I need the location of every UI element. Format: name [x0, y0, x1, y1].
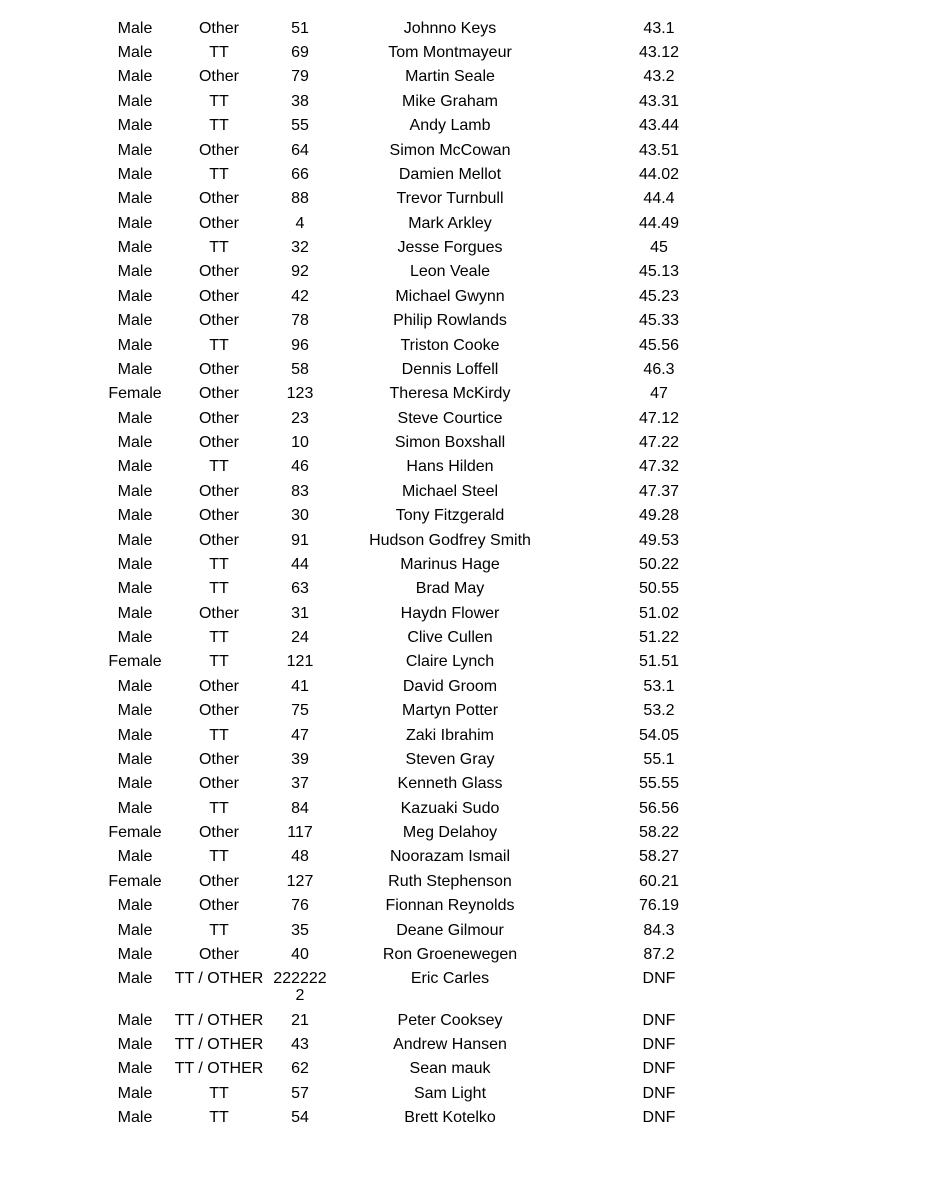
table-row: [100, 674, 750, 698]
cell-category: Other: [198, 263, 239, 281]
cell-time: 60.21: [638, 872, 680, 890]
cell-category: Other: [198, 507, 239, 525]
cell-name: Simon Boxshall: [394, 434, 506, 452]
table-row: [100, 625, 750, 649]
cell-race-number: 66: [291, 165, 309, 183]
cell-race-number: 24: [291, 629, 309, 647]
table-row: [100, 284, 750, 308]
cell-race-number: 10: [291, 434, 309, 452]
cell-category: TT: [209, 458, 229, 476]
cell-time: 51.22: [638, 629, 680, 647]
table-row: [100, 65, 750, 89]
cell-race-number: 58: [291, 360, 309, 378]
cell-name: Sam Light: [413, 1084, 487, 1102]
cell-race-number: 21: [291, 1011, 309, 1029]
cell-race-number: 75: [291, 702, 309, 720]
table-row: [100, 114, 750, 138]
cell-name: Michael Steel: [401, 482, 499, 500]
cell-category: Other: [198, 872, 239, 890]
cell-name: Andrew Hansen: [393, 1036, 507, 1054]
cell-category: TT: [209, 629, 229, 647]
cell-category: Other: [198, 824, 239, 842]
cell-name: Clive Cullen: [407, 629, 493, 647]
cell-category: Other: [198, 312, 239, 330]
cell-race-number: 123: [286, 385, 314, 403]
cell-gender: Male: [117, 507, 153, 525]
cell-name: Brett Kotelko: [404, 1109, 496, 1127]
cell-time: 47.37: [638, 482, 680, 500]
cell-category: Other: [198, 287, 239, 305]
cell-name: Eric Carles: [410, 970, 490, 988]
cell-category: Other: [198, 190, 239, 208]
cell-name: Noorazam Ismail: [389, 848, 511, 866]
cell-category: TT / OTHER: [174, 1036, 264, 1054]
cell-gender: Male: [117, 68, 153, 86]
table-row: [100, 382, 750, 406]
table-row: [100, 16, 750, 40]
cell-name: Steven Gray: [405, 750, 495, 768]
cell-race-number: 35: [291, 921, 309, 939]
cell-gender: Male: [117, 726, 153, 744]
cell-category: Other: [198, 482, 239, 500]
cell-time: 47.12: [638, 409, 680, 427]
cell-race-number: 64: [291, 141, 309, 159]
cell-gender: Male: [117, 1084, 153, 1102]
cell-name: Haydn Flower: [400, 604, 500, 622]
table-row: [100, 406, 750, 430]
cell-name: Trevor Turnbull: [396, 190, 504, 208]
cell-name: Martyn Potter: [401, 702, 499, 720]
cell-race-number: 42: [291, 287, 309, 305]
cell-time: 53.1: [643, 677, 675, 695]
cell-gender: Male: [117, 1036, 153, 1054]
cell-gender: Female: [108, 385, 162, 403]
cell-time: 58.27: [638, 848, 680, 866]
table-row: [100, 333, 750, 357]
cell-name: Ron Groenewegen: [382, 945, 518, 963]
cell-time: 55.55: [638, 775, 680, 793]
cell-race-number: 55: [291, 117, 309, 135]
cell-gender: Male: [117, 604, 153, 622]
cell-race-number: 47: [291, 726, 309, 744]
cell-name: Zaki Ibrahim: [405, 726, 495, 744]
cell-gender: Male: [117, 263, 153, 281]
cell-time: 44.49: [638, 214, 680, 232]
cell-name: Tony Fitzgerald: [395, 507, 505, 525]
table-row: [100, 796, 750, 820]
cell-time: 43.12: [638, 44, 680, 62]
cell-category: TT: [209, 1084, 229, 1102]
cell-race-number: 84: [291, 799, 309, 817]
cell-gender: Male: [117, 44, 153, 62]
cell-time: 76.19: [638, 897, 680, 915]
cell-race-number: 44: [291, 555, 309, 573]
cell-gender: Male: [117, 750, 153, 768]
cell-gender: Male: [117, 897, 153, 915]
table-row: [100, 1032, 750, 1056]
cell-category: TT: [209, 653, 229, 671]
cell-name: Hudson Godfrey Smith: [369, 531, 531, 549]
cell-gender: Male: [117, 531, 153, 549]
cell-gender: Male: [117, 580, 153, 598]
cell-time: 45.33: [638, 312, 680, 330]
cell-race-number: 46: [291, 458, 309, 476]
table-row: [100, 162, 750, 186]
cell-race-number: 40: [291, 945, 309, 963]
cell-race-number: 39: [291, 750, 309, 768]
cell-race-number: 117: [287, 824, 313, 842]
cell-gender: Male: [117, 970, 153, 988]
cell-name: Deane Gilmour: [396, 921, 504, 939]
cell-name: Johnno Keys: [403, 19, 497, 37]
cell-gender: Male: [117, 775, 153, 793]
cell-time: DNF: [642, 1011, 676, 1029]
results-table-body: [100, 16, 750, 1130]
cell-time: 45.56: [638, 336, 680, 354]
cell-name: Claire Lynch: [405, 653, 495, 671]
cell-name: Fionnan Reynolds: [385, 897, 515, 915]
cell-name: Peter Cooksey: [397, 1011, 503, 1029]
cell-category: TT: [209, 44, 229, 62]
cell-category: TT: [209, 117, 229, 135]
cell-time: 47.22: [638, 434, 680, 452]
cell-gender: Male: [117, 360, 153, 378]
cell-time: DNF: [642, 970, 676, 988]
cell-category: Other: [198, 385, 239, 403]
cell-gender: Male: [117, 799, 153, 817]
cell-gender: Male: [117, 214, 153, 232]
cell-name: Steve Courtice: [397, 409, 503, 427]
cell-race-number: 51: [291, 19, 309, 37]
cell-gender: Male: [117, 312, 153, 330]
table-row: [100, 918, 750, 942]
cell-name: Philip Rowlands: [393, 312, 507, 330]
cell-category: Other: [198, 677, 239, 695]
cell-race-number: 69: [291, 44, 309, 62]
cell-time: 43.2: [643, 68, 675, 86]
table-row: [100, 1057, 750, 1081]
table-row: [100, 699, 750, 723]
table-row: [100, 967, 750, 1008]
cell-race-number: 79: [291, 68, 309, 86]
cell-race-number: 96: [291, 336, 309, 354]
table-row: [100, 942, 750, 966]
cell-race-number: 4: [295, 214, 305, 232]
cell-gender: Male: [117, 190, 153, 208]
cell-category: Other: [198, 360, 239, 378]
cell-category: TT: [209, 799, 229, 817]
cell-time: 43.1: [643, 19, 675, 37]
cell-name: Leon Veale: [409, 263, 491, 281]
table-row: [100, 187, 750, 211]
cell-category: TT: [209, 580, 229, 598]
cell-gender: Male: [117, 239, 153, 257]
cell-race-number: 41: [291, 677, 309, 695]
cell-name: Brad May: [415, 580, 485, 598]
cell-category: TT: [209, 848, 229, 866]
table-row: [100, 577, 750, 601]
cell-race-number: 88: [291, 190, 309, 208]
cell-gender: Male: [117, 555, 153, 573]
cell-name: Damien Mellot: [398, 165, 502, 183]
cell-time: 46.3: [643, 360, 675, 378]
cell-category: Other: [198, 214, 239, 232]
cell-category: Other: [198, 702, 239, 720]
cell-time: 50.22: [638, 555, 680, 573]
cell-name: Kenneth Glass: [397, 775, 503, 793]
cell-name: Michael Gwynn: [395, 287, 505, 305]
cell-race-number: 127: [286, 872, 314, 890]
cell-gender: Male: [117, 945, 153, 963]
cell-time: DNF: [642, 1109, 676, 1127]
cell-gender: Male: [117, 117, 153, 135]
cell-category: TT: [209, 921, 229, 939]
cell-gender: Male: [117, 629, 153, 647]
cell-name: Theresa McKirdy: [389, 385, 511, 403]
cell-category: Other: [198, 604, 239, 622]
cell-race-number: 48: [291, 848, 309, 866]
cell-race-number: 92: [291, 263, 309, 281]
cell-category: TT: [209, 336, 229, 354]
cell-gender: Male: [117, 92, 153, 110]
cell-gender: Male: [117, 458, 153, 476]
table-row: [100, 260, 750, 284]
cell-time: 54.05: [638, 726, 680, 744]
cell-category: Other: [198, 19, 239, 37]
cell-name: Marinus Hage: [400, 555, 500, 573]
cell-race-number: 91: [291, 531, 309, 549]
cell-gender: Male: [117, 19, 153, 37]
cell-gender: Female: [108, 824, 162, 842]
cell-category: TT / OTHER: [174, 1011, 264, 1029]
cell-gender: Male: [117, 409, 153, 427]
table-row: [100, 211, 750, 235]
table-row: [100, 357, 750, 381]
cell-time: 45.23: [638, 287, 680, 305]
cell-race-number: 43: [291, 1036, 309, 1054]
cell-race-number: 23: [291, 409, 309, 427]
table-row: [100, 650, 750, 674]
cell-gender: Male: [117, 141, 153, 159]
cell-gender: Male: [117, 1109, 153, 1127]
cell-time: 44.02: [638, 165, 680, 183]
cell-name: Simon McCowan: [389, 141, 511, 159]
cell-time: DNF: [642, 1060, 676, 1078]
results-table: [100, 16, 750, 1130]
cell-time: 49.53: [638, 531, 680, 549]
cell-race-number: 78: [291, 312, 309, 330]
table-row: [100, 455, 750, 479]
table-row: [100, 1106, 750, 1130]
cell-name: Mike Graham: [401, 92, 499, 110]
table-row: [100, 430, 750, 454]
cell-time: 51.02: [638, 604, 680, 622]
cell-time: 51.51: [638, 653, 680, 671]
cell-gender: Male: [117, 482, 153, 500]
cell-name: Kazuaki Sudo: [400, 799, 500, 817]
table-row: [100, 1008, 750, 1032]
cell-time: 45: [650, 239, 668, 257]
cell-race-number: 54: [291, 1109, 309, 1127]
cell-category: TT: [209, 555, 229, 573]
cell-category: TT: [209, 1109, 229, 1127]
cell-gender: Female: [108, 872, 162, 890]
cell-category: TT: [209, 92, 229, 110]
cell-race-number: 38: [291, 92, 309, 110]
cell-time: 56.56: [638, 799, 680, 817]
table-row: [100, 747, 750, 771]
cell-category: Other: [198, 409, 239, 427]
cell-name: Ruth Stephenson: [388, 872, 512, 890]
cell-name: Tom Montmayeur: [388, 44, 512, 62]
table-row: [100, 40, 750, 64]
table-row: [100, 1081, 750, 1105]
cell-category: Other: [198, 945, 239, 963]
cell-category: Other: [198, 775, 239, 793]
cell-gender: Male: [117, 336, 153, 354]
cell-name: Meg Delahoy: [402, 824, 498, 842]
table-row: [100, 309, 750, 333]
table-row: [100, 772, 750, 796]
cell-race-number: 30: [291, 507, 309, 525]
cell-time: DNF: [642, 1084, 676, 1102]
cell-race-number: 62: [291, 1060, 309, 1078]
table-row: [100, 479, 750, 503]
cell-time: 43.44: [638, 117, 680, 135]
cell-name: Jesse Forgues: [397, 239, 503, 257]
cell-race-number: 32: [291, 239, 309, 257]
cell-name: David Groom: [402, 677, 498, 695]
cell-race-number: 57: [291, 1084, 309, 1102]
cell-race-number: 2222222: [273, 970, 327, 1005]
cell-race-number: 121: [286, 653, 314, 671]
cell-name: Sean mauk: [409, 1060, 491, 1078]
table-row: [100, 138, 750, 162]
table-row: [100, 601, 750, 625]
cell-time: 84.3: [643, 921, 675, 939]
cell-time: 43.31: [638, 92, 680, 110]
table-row: [100, 723, 750, 747]
cell-category: Other: [198, 750, 239, 768]
cell-category: Other: [198, 68, 239, 86]
cell-time: 47: [650, 385, 668, 403]
cell-category: TT: [209, 726, 229, 744]
cell-category: Other: [198, 531, 239, 549]
cell-category: Other: [198, 897, 239, 915]
cell-gender: Male: [117, 434, 153, 452]
table-row: [100, 89, 750, 113]
cell-name: Hans Hilden: [406, 458, 494, 476]
table-row: [100, 845, 750, 869]
cell-gender: Male: [117, 1011, 153, 1029]
cell-time: DNF: [642, 1036, 676, 1054]
cell-gender: Male: [117, 702, 153, 720]
cell-time: 58.22: [638, 824, 680, 842]
cell-time: 45.13: [638, 263, 680, 281]
table-row: [100, 869, 750, 893]
cell-name: Triston Cooke: [400, 336, 500, 354]
table-row: [100, 894, 750, 918]
cell-gender: Male: [117, 848, 153, 866]
cell-category: TT / OTHER: [174, 1060, 264, 1078]
cell-category: TT: [209, 239, 229, 257]
cell-time: 47.32: [638, 458, 680, 476]
cell-category: TT: [209, 165, 229, 183]
cell-gender: Female: [108, 653, 162, 671]
cell-race-number: 83: [291, 482, 309, 500]
table-row: [100, 820, 750, 844]
cell-time: 49.28: [638, 507, 680, 525]
cell-category: TT / OTHER: [174, 970, 264, 988]
cell-name: Martin Seale: [405, 68, 495, 86]
cell-gender: Male: [117, 165, 153, 183]
cell-race-number: 76: [291, 897, 309, 915]
cell-gender: Male: [117, 1060, 153, 1078]
cell-time: 87.2: [643, 945, 675, 963]
cell-name: Dennis Loffell: [401, 360, 499, 378]
cell-gender: Male: [117, 287, 153, 305]
cell-race-number: 31: [291, 604, 309, 622]
cell-race-number: 37: [291, 775, 309, 793]
cell-time: 53.2: [643, 702, 675, 720]
cell-category: Other: [198, 141, 239, 159]
table-row: [100, 504, 750, 528]
cell-time: 44.4: [643, 190, 675, 208]
cell-time: 55.1: [643, 750, 675, 768]
cell-name: Andy Lamb: [409, 117, 491, 135]
table-row: [100, 528, 750, 552]
table-row: [100, 235, 750, 259]
cell-gender: Male: [117, 921, 153, 939]
table-row: [100, 552, 750, 576]
cell-gender: Male: [117, 677, 153, 695]
cell-name: Mark Arkley: [408, 214, 492, 232]
cell-time: 50.55: [638, 580, 680, 598]
cell-race-number: 63: [291, 580, 309, 598]
cell-category: Other: [198, 434, 239, 452]
cell-time: 43.51: [638, 141, 680, 159]
